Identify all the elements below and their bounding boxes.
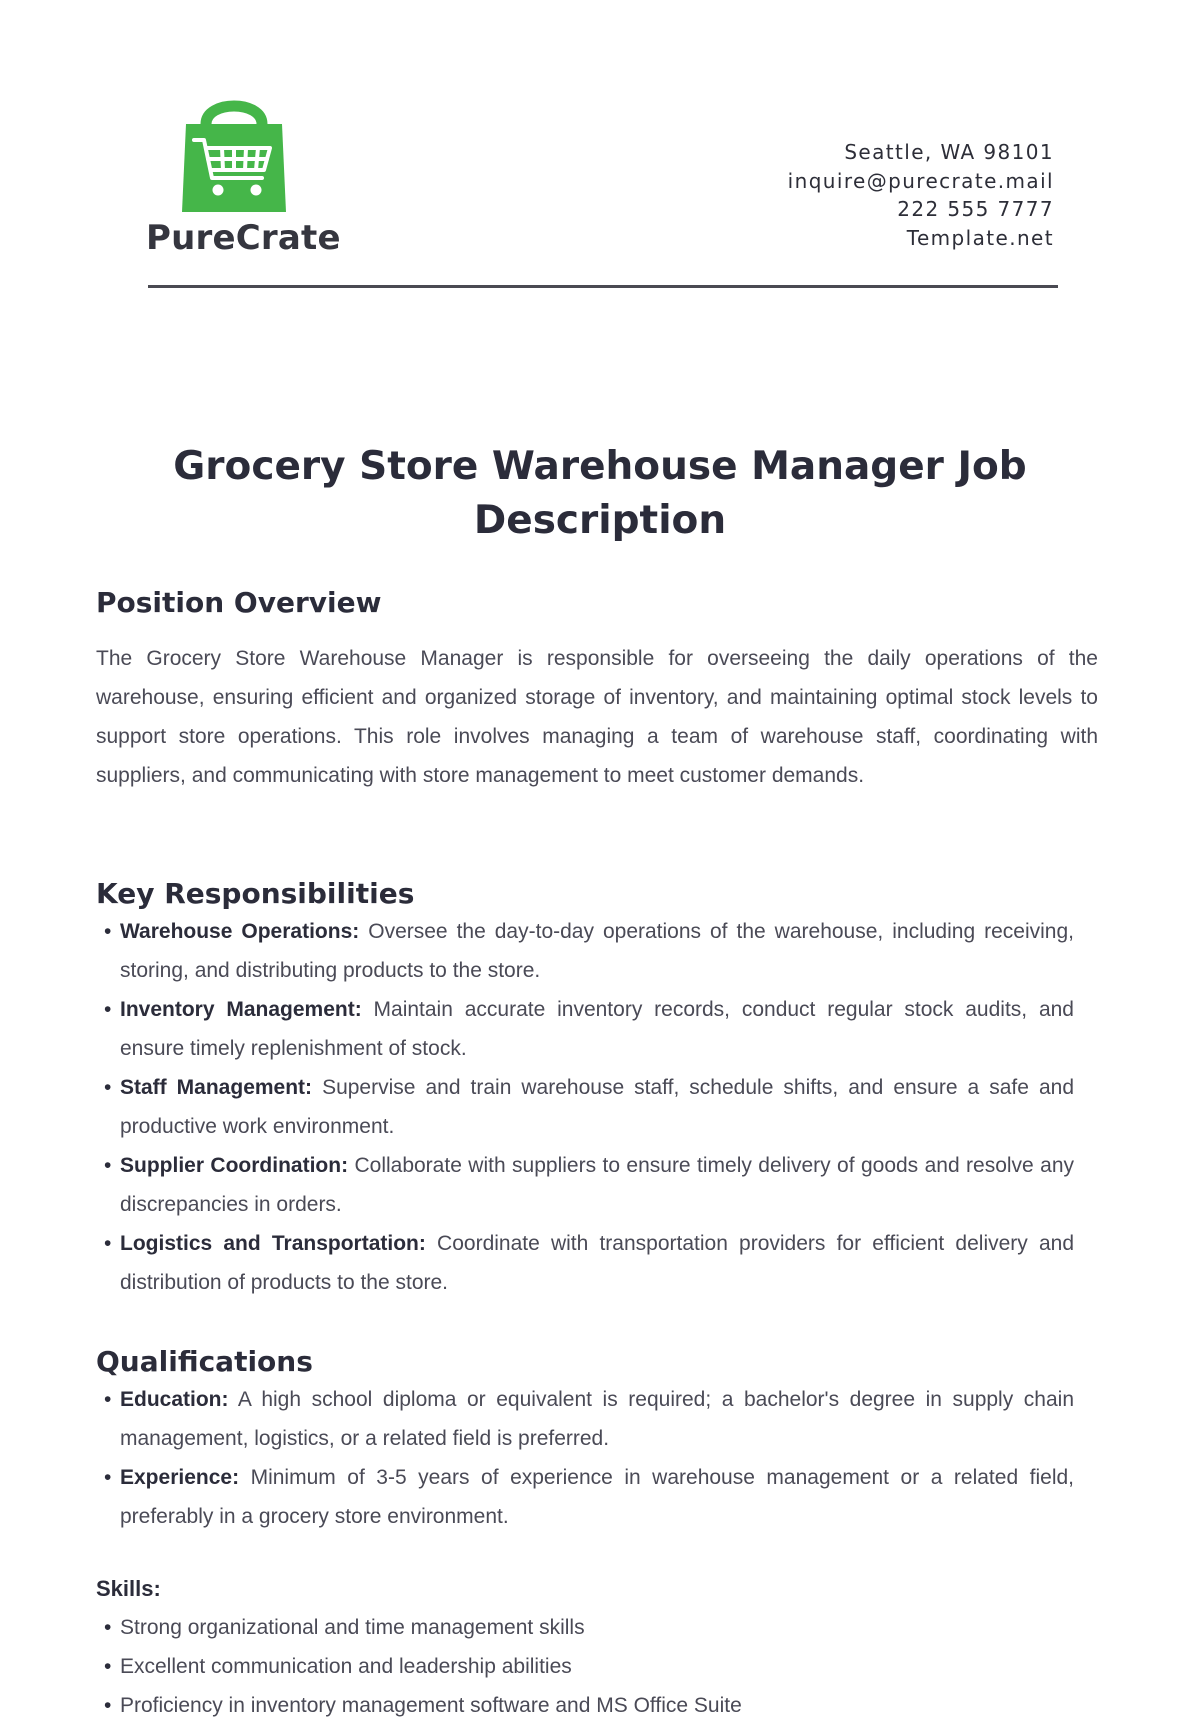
brand-name: PureCrate	[146, 218, 341, 258]
overview-heading: Position Overview	[96, 586, 382, 619]
list-item	[96, 1380, 1098, 1458]
item-label: Inventory Management:	[120, 998, 362, 1021]
item-text: Minimum of 3-5 years of experience in warehouse management or a related field, preferably in a grocery store environment.	[120, 1466, 1074, 1528]
item-label: Experience:	[120, 1466, 240, 1489]
contact-phone: 222 555 7777	[897, 197, 1054, 221]
contact-info	[788, 138, 1054, 252]
skills-list	[96, 1608, 1098, 1725]
item-text: Supervise and train warehouse staff, schedule shifts, and ensure a safe and productive work environment.	[120, 1076, 1074, 1138]
overview-text: The Grocery Store Warehouse Manager is responsible for overseeing the daily operations of the warehouse, ensuring efficient and organized storage of inventory, and maintaining optimal stock levels to support store operations. This role involves managing a team of warehouse staff, coordinating with suppliers, and communicating with store management to meet customer demands.	[96, 647, 1098, 787]
skills-section	[96, 1576, 1098, 1725]
item-label: Staff Management:	[120, 1076, 313, 1099]
qualifications-section	[96, 1345, 1098, 1536]
item-text: Coordinate with transportation providers for efficient delivery and distribution of products to the store.	[120, 1232, 1074, 1294]
responsibilities-section	[96, 877, 1098, 1302]
shopping-bag-cart-icon	[176, 94, 292, 212]
list-item	[96, 1224, 1098, 1302]
list-item	[96, 990, 1098, 1068]
list-item	[96, 912, 1098, 990]
responsibilities-list	[96, 912, 1098, 1302]
responsibilities-heading: Key Responsibilities	[96, 877, 415, 910]
header-divider	[148, 285, 1058, 288]
list-item	[96, 1458, 1098, 1536]
skills-heading: Skills:	[96, 1576, 161, 1601]
item-label: Supplier Coordination:	[120, 1154, 349, 1177]
qualifications-heading: Qualifications	[96, 1345, 313, 1378]
contact-website: Template.net	[906, 225, 1054, 250]
item-text: Collaborate with suppliers to ensure timely delivery of goods and resolve any discrepancies in orders.	[120, 1154, 1075, 1216]
contact-address: Seattle, WA 98101	[844, 140, 1054, 164]
list-item: • Strong organizational and time management skills	[96, 1608, 1098, 1647]
item-label: Warehouse Operations:	[120, 920, 360, 943]
qualifications-list	[96, 1380, 1098, 1536]
brand-logo	[146, 94, 341, 258]
item-text: Maintain accurate inventory records, conduct regular stock audits, and ensure timely replenishment of stock.	[120, 998, 1074, 1060]
contact-email: inquire@purecrate.mail	[787, 168, 1054, 193]
item-text: A high school diploma or equivalent is required; a bachelor's degree in supply chain management, logistics, or a related field is preferred.	[120, 1388, 1074, 1450]
list-item	[96, 1146, 1098, 1224]
item-text: Oversee the day-to-day operations of the warehouse, including receiving, storing, and distributing products to the store.	[120, 920, 1074, 982]
item-label: Logistics and Transportation:	[120, 1232, 426, 1255]
page-title: Grocery Store Warehouse Manager Job Description	[173, 444, 1027, 543]
list-item	[96, 1068, 1098, 1146]
item-label: Education:	[120, 1388, 229, 1411]
overview-section	[96, 586, 1098, 795]
list-item: • Excellent communication and leadership abilities	[96, 1647, 1098, 1686]
list-item: • Proficiency in inventory management software and MS Office Suite	[96, 1686, 1098, 1725]
